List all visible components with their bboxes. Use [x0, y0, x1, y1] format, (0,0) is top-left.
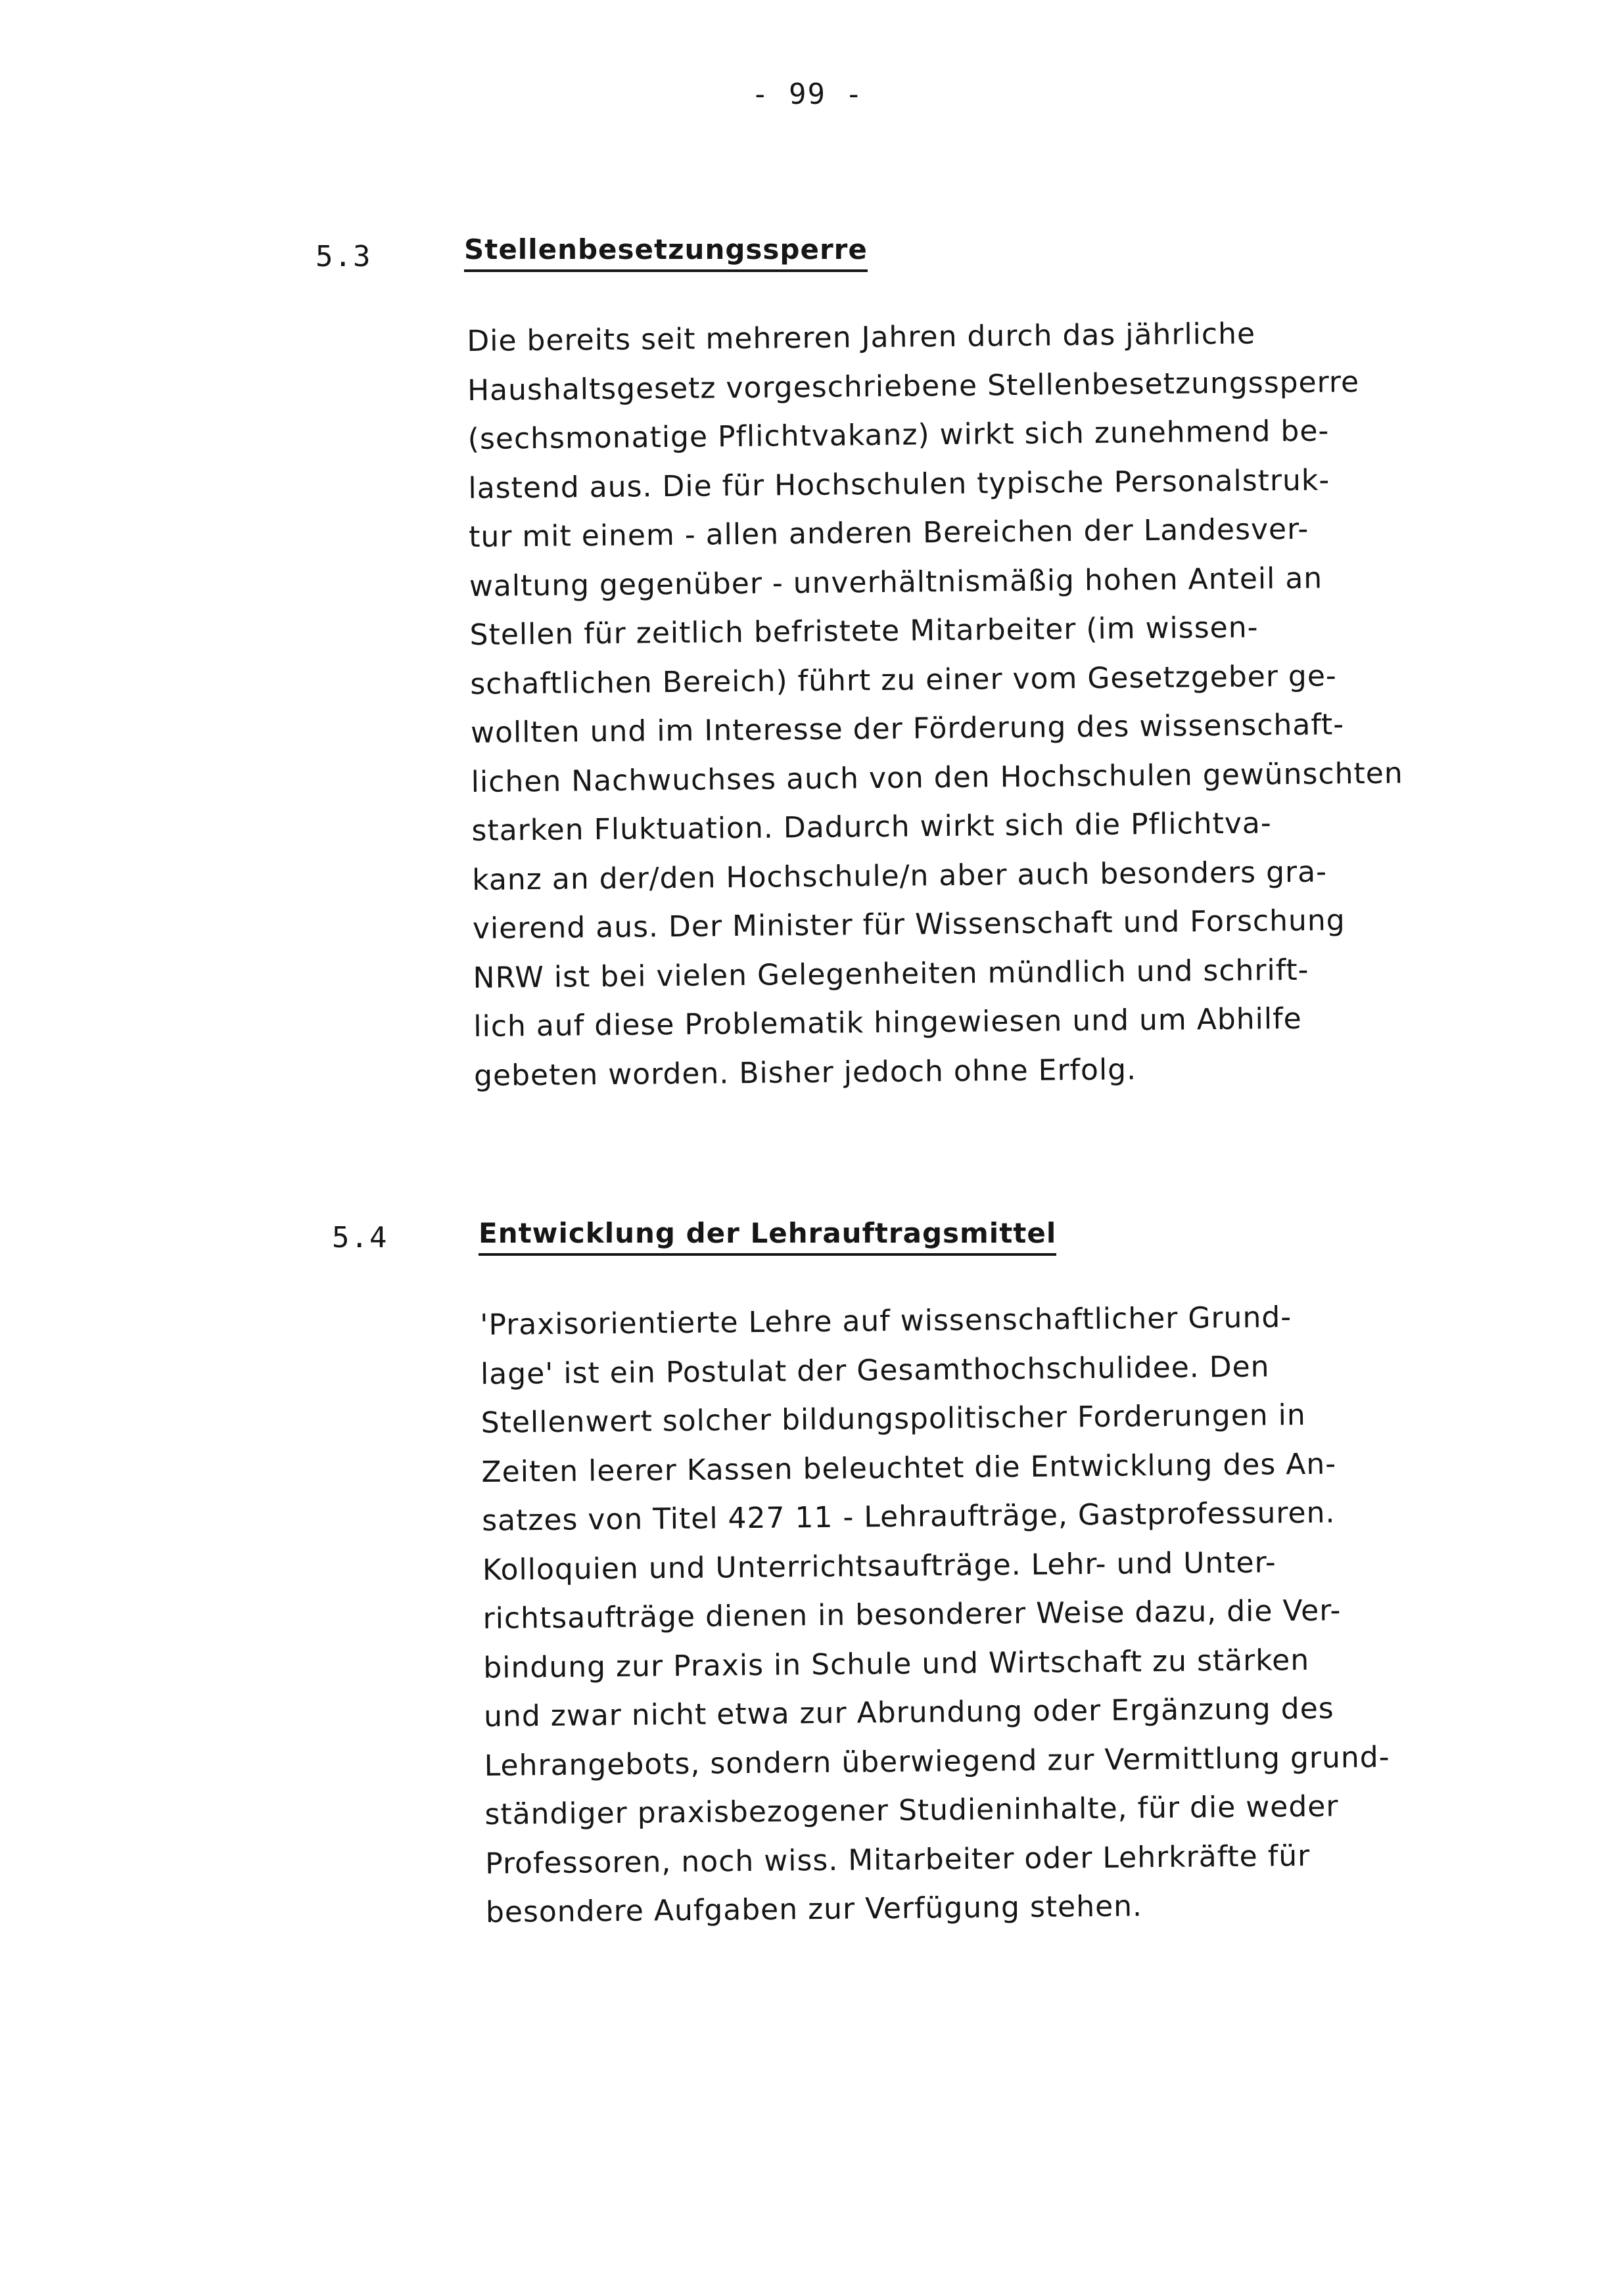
text-line: Kolloquien und Unterrichtsaufträge. Lehr- und Unter-	[482, 1545, 1276, 1587]
text-line: kanz an der/den Hochschule/n aber auch besonders gra-	[471, 854, 1328, 897]
text-line: ständiger praxisbezogener Studieninhalte, für die weder	[484, 1789, 1339, 1831]
text-line: schaftlichen Bereich) führt zu einer vom Gesetzgeber ge-	[470, 658, 1338, 701]
text-line: Stellen für zeitlich befristete Mitarbeiter (im wissen-	[469, 610, 1259, 652]
text-line: lage' ist ein Postulat der Gesamthochschulidee. Den	[480, 1349, 1270, 1391]
text-line: Professoren, noch wiss. Mitarbeiter oder Lehrkräfte für	[484, 1839, 1311, 1881]
text-line: bindung zur Praxis in Schule und Wirtschaft zu stärken	[483, 1643, 1310, 1685]
text-line: lich auf diese Problematik hingewiesen und um Abhilfe	[473, 1001, 1302, 1044]
text-line: Die bereits seit mehreren Jahren durch das jährliche	[467, 317, 1256, 358]
section-5-3-body	[467, 308, 1406, 1101]
text-line: Zeiten leerer Kassen beleuchtet die Entwicklung des An-	[481, 1447, 1337, 1489]
page-number: - 99 -	[751, 78, 864, 111]
text-line: gebeten worden. Bisher jedoch ohne Erfolg.	[473, 1052, 1137, 1093]
text-line: richtsaufträge dienen in besonderer Weise dazu, die Ver-	[482, 1594, 1342, 1636]
text-line: Haushaltsgesetz vorgeschriebene Stellenbesetzungssperre	[467, 365, 1360, 407]
section-5-4-heading: Entwicklung der Lehrauftragsmittel	[479, 1217, 1056, 1256]
text-line: (sechsmonatige Pflichtvakanz) wirkt sich zunehmend be-	[467, 414, 1330, 456]
text-line: vierend aus. Der Minister für Wissenschaft und Forschung	[472, 904, 1346, 946]
text-line: 'Praxisorientierte Lehre auf wissenschaftlicher Grund-	[480, 1300, 1292, 1342]
text-line: satzes von Titel 427 11 - Lehraufträge, Gastprofessuren.	[481, 1496, 1336, 1538]
text-line: starken Fluktuation. Dadurch wirkt sich die Pflichtva-	[471, 806, 1273, 848]
text-line: und zwar nicht etwa zur Abrundung oder Ergänzung des	[483, 1691, 1334, 1733]
text-line: NRW ist bei vielen Gelegenheiten mündlich und schrift-	[473, 953, 1309, 995]
text-line: lastend aus. Die für Hochschulen typische Personalstruk-	[468, 463, 1330, 505]
text-line: Stellenwert solcher bildungspolitischer Forderungen in	[480, 1398, 1306, 1440]
text-line: lichen Nachwuchses auch von den Hochschulen gewünschten	[471, 756, 1403, 799]
text-line: waltung gegenüber - unverhältnismäßig hohen Anteil an	[469, 561, 1323, 603]
text-line: tur mit einem - allen anderen Bereichen der Landesver-	[468, 512, 1309, 554]
text-line: besondere Aufgaben zur Verfügung stehen.	[485, 1889, 1143, 1929]
section-5-4-body	[480, 1293, 1392, 1938]
text-line: Lehrangebots, sondern überwiegend zur Vermittlung grund-	[484, 1740, 1390, 1783]
section-5-3-heading: Stellenbesetzungssperre	[464, 233, 868, 272]
section-5-4-number: 5.4	[332, 1221, 388, 1254]
text-line: wollten und im Interesse der Förderung des wissenschaft-	[470, 708, 1345, 750]
section-5-3-number: 5.3	[316, 240, 372, 273]
